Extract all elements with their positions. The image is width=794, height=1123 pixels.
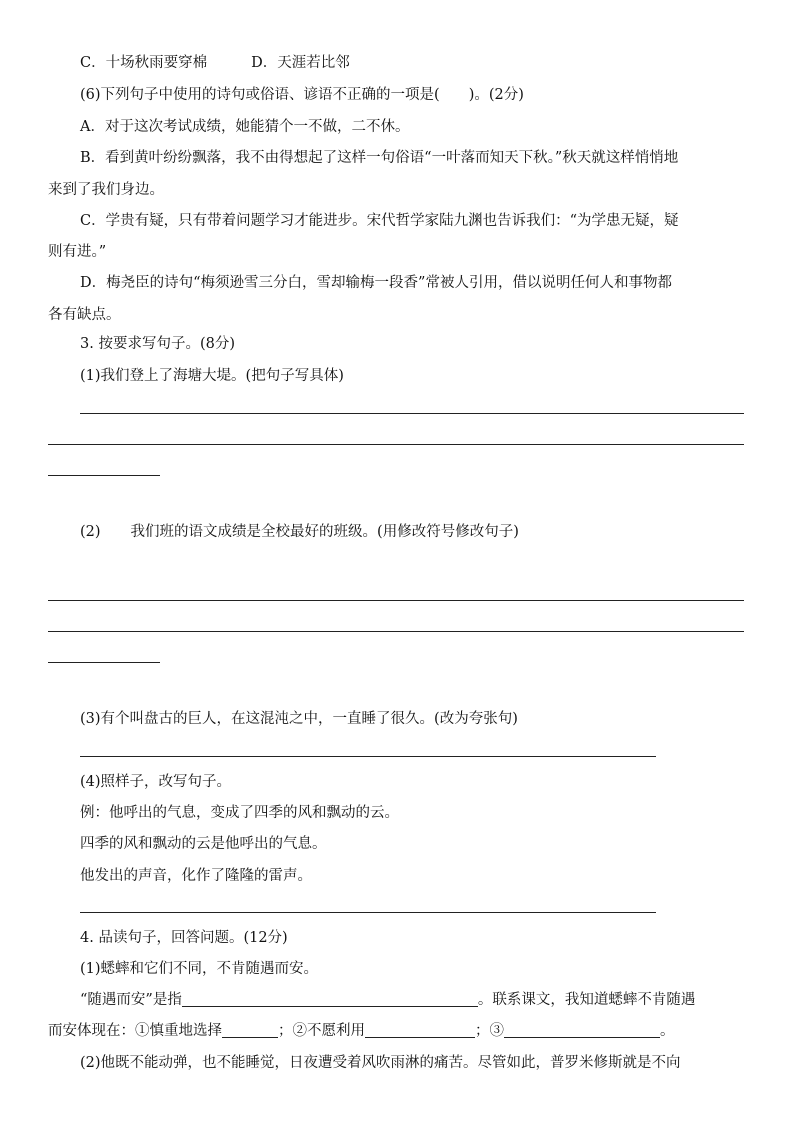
answer-line[interactable] bbox=[48, 475, 160, 476]
question-6-option-b-line1: B．看到黄叶纷纷飘落，我不由得想起了这样一句俗语“一叶落而知天下秋。”秋天就这样悄悄地 bbox=[80, 150, 679, 166]
answer-line[interactable] bbox=[48, 662, 160, 663]
section-4-fill-line2 bbox=[48, 1021, 675, 1041]
fill-prefix: 而安体现在：①慎重地选择 bbox=[48, 1023, 222, 1039]
item-2-number: (2) bbox=[80, 524, 101, 540]
section-3-title: 3. 按要求写句子。(8分) bbox=[80, 336, 235, 352]
question-6-option-a: A．对于这次考试成绩，她能猜个一不做，二不休。 bbox=[80, 119, 410, 135]
answer-line[interactable] bbox=[48, 444, 744, 445]
answer-line[interactable] bbox=[80, 912, 656, 913]
fill-end: 。 bbox=[660, 1023, 675, 1039]
fill-blank-1[interactable] bbox=[222, 1021, 278, 1038]
section-4-fill-line1 bbox=[80, 990, 695, 1010]
question-6-option-d-line2: 各有缺点。 bbox=[48, 307, 121, 323]
section-3-item-3: (3)有个叫盘古的巨人，在这混沌之中，一直睡了很久。(改为夸张句) bbox=[80, 711, 518, 727]
fill-suffix: 。联系课文，我知道蟋蟀不肯随遇 bbox=[477, 992, 696, 1008]
example-sentence: 例：他呼出的气息，变成了四季的风和飘动的云。 bbox=[80, 805, 399, 821]
answer-line[interactable] bbox=[80, 413, 744, 414]
question-6-option-d-line1: D．梅尧臣的诗句“梅须逊雪三分白，雪却输梅一段香”常被人引用，借以说明任何人和事物都 bbox=[80, 275, 672, 291]
option-d: D．天涯若比邻 bbox=[251, 55, 350, 71]
task-sentence: 他发出的声音，化作了隆隆的雷声。 bbox=[80, 868, 312, 884]
section-4-item-2: (2)他既不能动弹，也不能睡觉，日夜遭受着风吹雨淋的痛苦。尽管如此，普罗米修斯就是不向 bbox=[80, 1055, 681, 1071]
fill-prefix: “随遇而安”是指 bbox=[80, 992, 182, 1008]
section-3-item-4: (4)照样子，改写句子。 bbox=[80, 774, 232, 790]
answer-line[interactable] bbox=[80, 756, 656, 757]
question-6-option-c-line2: 则有进。” bbox=[48, 244, 107, 260]
section-4-item-1: (1)蟋蟀和它们不同，不肯随遇而安。 bbox=[80, 961, 319, 977]
section-4-title: 4. 品读句子，回答问题。(12分) bbox=[80, 930, 288, 946]
question-6-stem: (6)下列句子中使用的诗句或俗语、谚语不正确的一项是( )。(2分) bbox=[80, 87, 524, 103]
option-line-cd bbox=[80, 53, 350, 73]
example-rewrite: 四季的风和飘动的云是他呼出的气息。 bbox=[80, 836, 327, 852]
fill-mid: ；②不愿利用 bbox=[278, 1023, 365, 1039]
fill-mid: ；③ bbox=[475, 1023, 504, 1039]
section-3-item-2 bbox=[80, 522, 519, 542]
item-2-text: 我们班的语文成绩是全校最好的班级。(用修改符号修改句子) bbox=[130, 524, 519, 540]
fill-blank-meaning[interactable] bbox=[182, 990, 478, 1007]
question-6-option-c-line1: C．学贵有疑，只有带着问题学习才能进步。宋代哲学家陆九渊也告诉我们：“为学患无疑，疑 bbox=[80, 213, 679, 229]
question-6-option-b-line2: 来到了我们身边。 bbox=[48, 182, 164, 198]
answer-line[interactable] bbox=[48, 631, 744, 632]
fill-blank-2[interactable] bbox=[365, 1021, 475, 1038]
fill-blank-3[interactable] bbox=[504, 1021, 660, 1038]
option-c: C．十场秋雨要穿棉 bbox=[80, 55, 208, 71]
section-3-item-1: (1)我们登上了海塘大堤。(把句子写具体) bbox=[80, 368, 344, 384]
answer-line[interactable] bbox=[48, 600, 744, 601]
